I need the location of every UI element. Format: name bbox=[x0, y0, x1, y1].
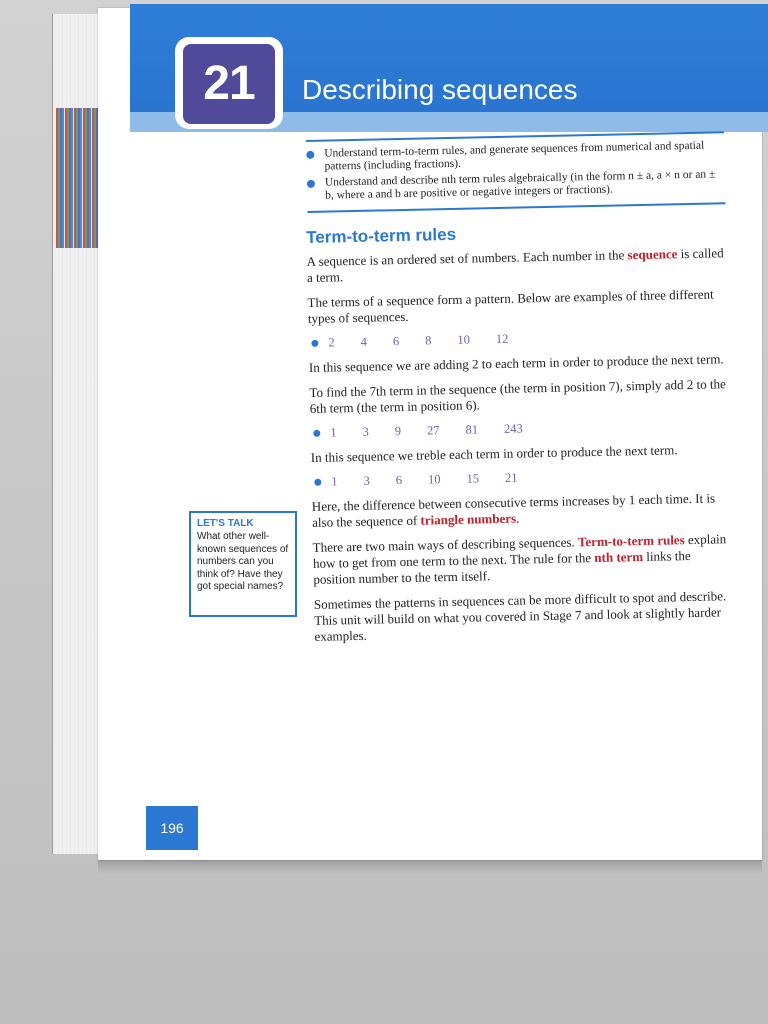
sequence-term: 27 bbox=[426, 423, 440, 438]
objective-item bbox=[307, 168, 725, 203]
page-number: 196 bbox=[146, 806, 198, 850]
sequence-term: 12 bbox=[495, 331, 509, 347]
objective-text: Understand and describe nth term rules algebraically (in the form n ± a, a × n or an ± b, where a and b are positive or negative integers or fractions). bbox=[324, 168, 716, 202]
sequence-term: 10 bbox=[457, 332, 471, 347]
text: links the position number to the term itself. bbox=[313, 548, 691, 587]
sequence-term: 9 bbox=[394, 424, 402, 439]
chapter-title: Describing sequences bbox=[302, 74, 578, 105]
paragraph: Sometimes the patterns in sequences can be more difficult to spot and describe. This unit will build on what you covered in Stage 7 and look at slightly harder examples. bbox=[313, 588, 727, 644]
lets-talk-box bbox=[189, 511, 297, 617]
paragraph: To find the 7th term in the sequence (the term in position 7), simply add 2 to the 6th term (the term in position 6). bbox=[309, 376, 726, 416]
sequence-term: 8 bbox=[424, 333, 432, 348]
text: explain how to get from one term to the next. The rule for the bbox=[312, 531, 727, 571]
chapter-number: 21 bbox=[183, 44, 275, 124]
sequence-term: 243 bbox=[503, 421, 523, 436]
sequence-term: 81 bbox=[465, 422, 479, 437]
section-heading: Term-to-term rules bbox=[306, 224, 457, 247]
sequence-term: 1 bbox=[331, 474, 338, 489]
objective-text: Understand term-to-term rules, and generate sequences from numerical and spatial patterns (including fractions). bbox=[324, 139, 705, 173]
paragraph: In this sequence we are adding 2 to each term in order to produce the next term. bbox=[308, 351, 724, 375]
keyword: nth term bbox=[594, 549, 644, 566]
page-shadow bbox=[98, 860, 762, 874]
learning-objectives bbox=[306, 131, 725, 213]
paragraph bbox=[312, 490, 733, 531]
text: . bbox=[515, 510, 520, 526]
keyword: triangle numbers bbox=[420, 510, 517, 528]
bullet-icon bbox=[314, 479, 321, 486]
sequence-term: 3 bbox=[362, 424, 369, 439]
paragraph: In this sequence we treble each term in order to produce the next term. bbox=[310, 442, 678, 465]
sequence-term: 3 bbox=[363, 473, 370, 488]
sequence-example-2 bbox=[310, 417, 730, 441]
paragraph bbox=[313, 531, 734, 588]
sequence-term: 15 bbox=[466, 471, 480, 486]
bullet-icon bbox=[307, 180, 315, 188]
bullet-icon bbox=[311, 340, 318, 347]
sequence-term: 4 bbox=[360, 334, 368, 349]
sequence-example-3 bbox=[311, 466, 731, 490]
sequence-term: 2 bbox=[328, 335, 335, 350]
text: Here, the difference between consecutive terms increases by 1 each time. It is also the sequence of bbox=[311, 490, 716, 530]
text: is called a term. bbox=[306, 245, 724, 285]
bullet-icon bbox=[306, 151, 314, 159]
paragraph: The terms of a sequence form a pattern. Below are examples of three different types of sequences. bbox=[307, 286, 714, 326]
main-content bbox=[306, 219, 735, 654]
text: There are two main ways of describing sequences. bbox=[312, 534, 579, 555]
paragraph bbox=[307, 245, 728, 286]
lets-talk-title: LET'S TALK bbox=[197, 518, 254, 529]
lets-talk-body: What other well-known sequences of numbers can you think of? Have they got special names? bbox=[197, 531, 289, 592]
keyword: sequence bbox=[627, 246, 678, 263]
text: A sequence is an ordered set of numbers. Each number in the bbox=[306, 247, 628, 269]
sequence-term: 6 bbox=[392, 334, 400, 349]
sequence-term: 10 bbox=[427, 472, 441, 487]
keyword: Term-to-term rules bbox=[577, 532, 685, 550]
sequence-example-1 bbox=[308, 327, 728, 351]
bullet-icon bbox=[313, 430, 320, 437]
sequence-term: 21 bbox=[504, 470, 518, 485]
sequence-term: 1 bbox=[330, 425, 337, 440]
sequence-term: 6 bbox=[395, 473, 403, 488]
